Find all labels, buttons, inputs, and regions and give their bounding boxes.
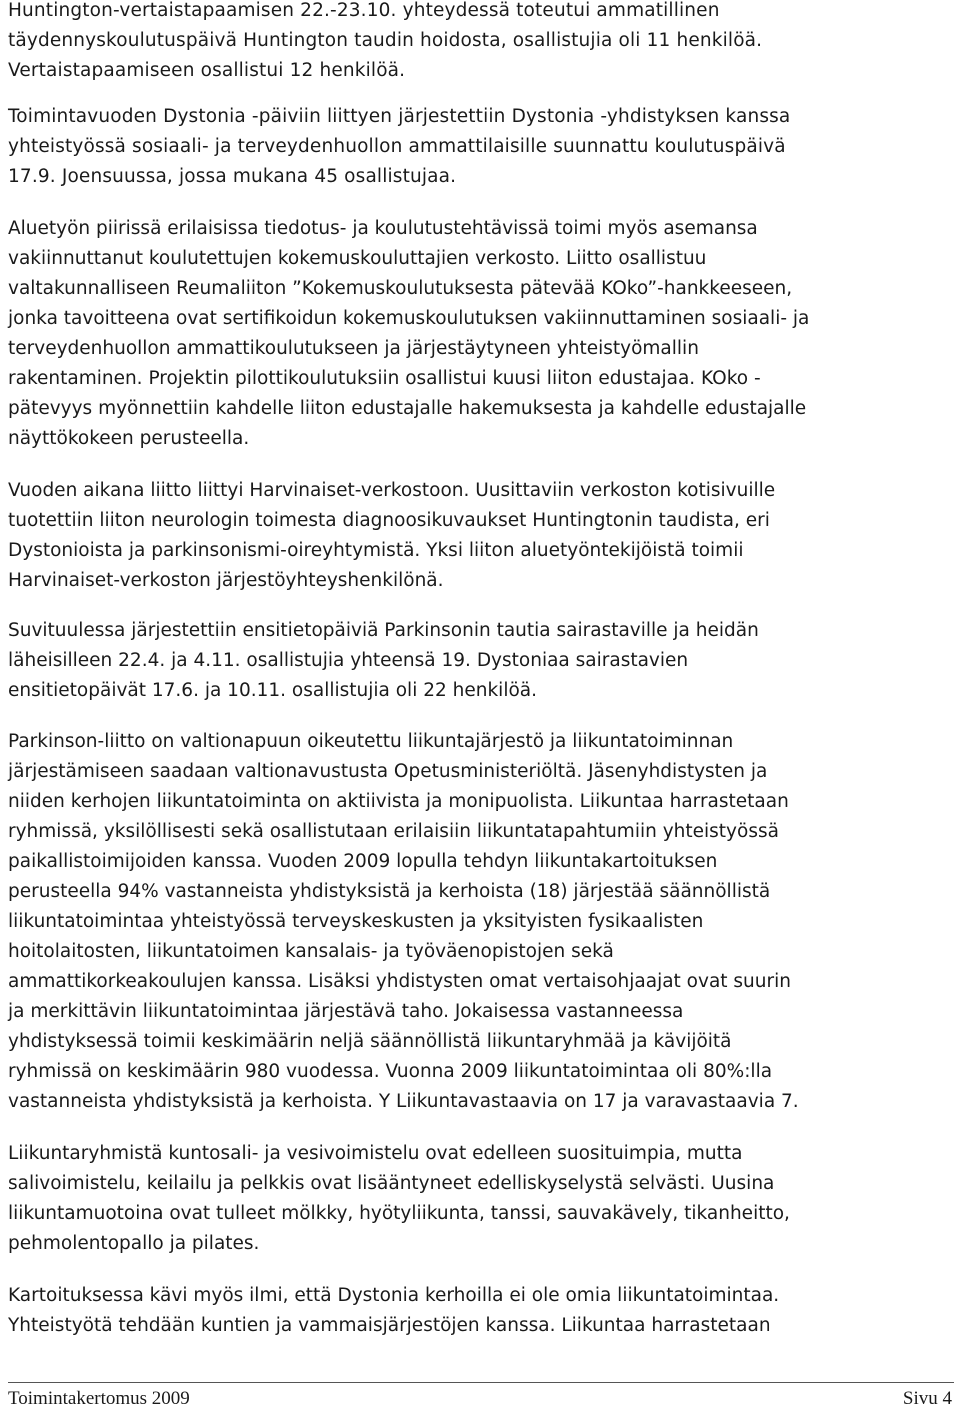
text-line: tuotettiin liiton neurologin toimesta diagnoosikuvaukset Huntingtonin taudista, eri — [8, 510, 770, 531]
text-line: pehmolentopallo ja pilates. — [8, 1233, 260, 1254]
text-line: ryhmissä, yksilöllisesti sekä osallistutaan erilaisiin liikuntatapahtumiin yhteistyössä — [8, 821, 779, 842]
text-line: 17.9. Joensuussa, jossa mukana 45 osallistujaa. — [8, 166, 457, 187]
text-line: hoitolaitosten, liikuntatoimen kansalais- ja työväenopistojen sekä — [8, 941, 614, 962]
text-line: liikuntamuotoina ovat tulleet mölkky, hyötyliikunta, tanssi, sauvakävely, tikanheitto, — [8, 1203, 790, 1224]
paragraph-info-days — [8, 616, 954, 706]
text-line: terveydenhuollon ammattikoulutukseen ja järjestäytyneen yhteistyömallin — [8, 338, 699, 359]
text-line: läheisilleen 22.4. ja 4.11. osallistujia yhteensä 19. Dystoniaa sairastavien — [8, 650, 689, 671]
text-line: paikallistoimijoiden kanssa. Vuoden 2009 lopulla tehdyn liikuntakartoituksen — [8, 851, 718, 872]
text-line: liikuntatoimintaa yhteistyössä terveyskeskusten ja yksityisten fysikaalisten — [8, 911, 704, 932]
text-line: vastanneista yhdistyksistä ja kerhoista. Y Liikuntavastaavia on 17 ja varavastaavia 7. — [8, 1091, 799, 1112]
text-line: vakiinnuttanut koulutettujen kokemuskouluttajien verkosto. Liitto osallistuu — [8, 248, 707, 269]
paragraph-sports-activities — [8, 727, 954, 1117]
text-line: Huntington-vertaistapaamisen 22.-23.10. yhteydessä toteutui ammatillinen — [8, 0, 720, 21]
text-line: Kartoituksessa kävi myös ilmi, että Dystonia kerhoilla ei ole omia liikuntatoimintaa. — [8, 1285, 780, 1306]
text-line: Aluetyön piirissä erilaisissa tiedotus- ja koulutustehtävissä toimi myös asemansa — [8, 218, 758, 239]
text-line: Parkinson-liitto on valtionapuun oikeutettu liikuntajärjestö ja liikuntatoiminnan — [8, 731, 734, 752]
paragraph-sports-groups — [8, 1139, 954, 1259]
text-line: järjestämiseen saadaan valtionavustusta Opetusministeriöltä. Jäsenyhdistysten ja — [8, 761, 768, 782]
text-line: jonka tavoitteena ovat sertifikoidun kokemuskoulutuksen vakiinnuttaminen sosiaali- ja — [8, 308, 810, 329]
paragraph-rare-diseases-network — [8, 476, 954, 596]
text-line: Liikuntaryhmistä kuntosali- ja vesivoimistelu ovat edelleen suosituimpia, mutta — [8, 1143, 743, 1164]
text-line: Vertaistapaamiseen osallistui 12 henkilöä. — [8, 60, 406, 81]
text-line: Dystonioista ja parkinsonismi-oireyhtymistä. Yksi liiton aluetyöntekijöistä toimii — [8, 540, 744, 561]
paragraph-huntington — [8, 0, 954, 86]
text-line: rakentaminen. Projektin pilottikoulutuksiin osallistui kuusi liiton edustajaa. KOko - — [8, 368, 761, 389]
footer-document-title: Toimintakertomus 2009 — [8, 1388, 190, 1409]
text-line: näyttökokeen perusteella. — [8, 428, 250, 449]
text-line: yhteistyössä sosiaali- ja terveydenhuollon ammattilaisille suunnattu koulutuspäivä — [8, 136, 786, 157]
text-line: yhdistyksessä toimii keskimäärin neljä säännöllistä liikuntaryhmää ja kävijöitä — [8, 1031, 732, 1052]
text-line: ammattikorkeakoulujen kanssa. Lisäksi yhdistysten omat vertaisohjaajat ovat suurin — [8, 971, 791, 992]
footer-page-number: Sivu 4 — [902, 1388, 952, 1409]
page-footer — [8, 1387, 954, 1411]
text-line: Toimintavuoden Dystonia -päiviin liittyen järjestettiin Dystonia -yhdistyksen kanssa — [8, 106, 791, 127]
text-line: valtakunnalliseen Reumaliiton ”Kokemuskoulutuksesta pätevää KOko”-hankkeeseen, — [8, 278, 793, 299]
text-line: ja merkittävin liikuntatoimintaa järjestävä taho. Jokaisessa vastanneessa — [8, 1001, 684, 1022]
text-line: niiden kerhojen liikuntatoiminta on aktiivista ja monipuolista. Liikuntaa harrastetaan — [8, 791, 789, 812]
text-line: Vuoden aikana liitto liittyi Harvinaiset-verkostoon. Uusittaviin verkoston kotisivuille — [8, 480, 776, 501]
text-line: salivoimistelu, keilailu ja pelkkis ovat lisääntyneet edelliskyselystä selvästi. Uusina — [8, 1173, 775, 1194]
footer-divider — [8, 1382, 954, 1383]
paragraph-survey-findings — [8, 1281, 954, 1341]
text-line: Suvituulessa järjestettiin ensitietopäiviä Parkinsonin tautia sairastaville ja heidän — [8, 620, 759, 641]
paragraph-regional-work — [8, 214, 954, 454]
paragraph-dystonia-days — [8, 102, 954, 192]
text-line: Yhteistyötä tehdään kuntien ja vammaisjärjestöjen kanssa. Liikuntaa harrastetaan — [8, 1315, 771, 1336]
text-line: täydennyskoulutuspäivä Huntington taudin hoidosta, osallistujia oli 11 henkilöä. — [8, 30, 763, 51]
text-line: perusteella 94% vastanneista yhdistyksistä ja kerhoista (18) järjestää säännöllistä — [8, 881, 771, 902]
text-line: pätevyys myönnettiin kahdelle liiton edustajalle hakemuksesta ja kahdelle edustajalle — [8, 398, 807, 419]
text-line: Harvinaiset-verkoston järjestöyhteyshenkilönä. — [8, 570, 444, 591]
text-line: ryhmissä on keskimäärin 980 vuodessa. Vuonna 2009 liikuntatoimintaa oli 80%:lla — [8, 1061, 773, 1082]
text-line: ensitietopäivät 17.6. ja 10.11. osallistujia oli 22 henkilöä. — [8, 680, 537, 701]
